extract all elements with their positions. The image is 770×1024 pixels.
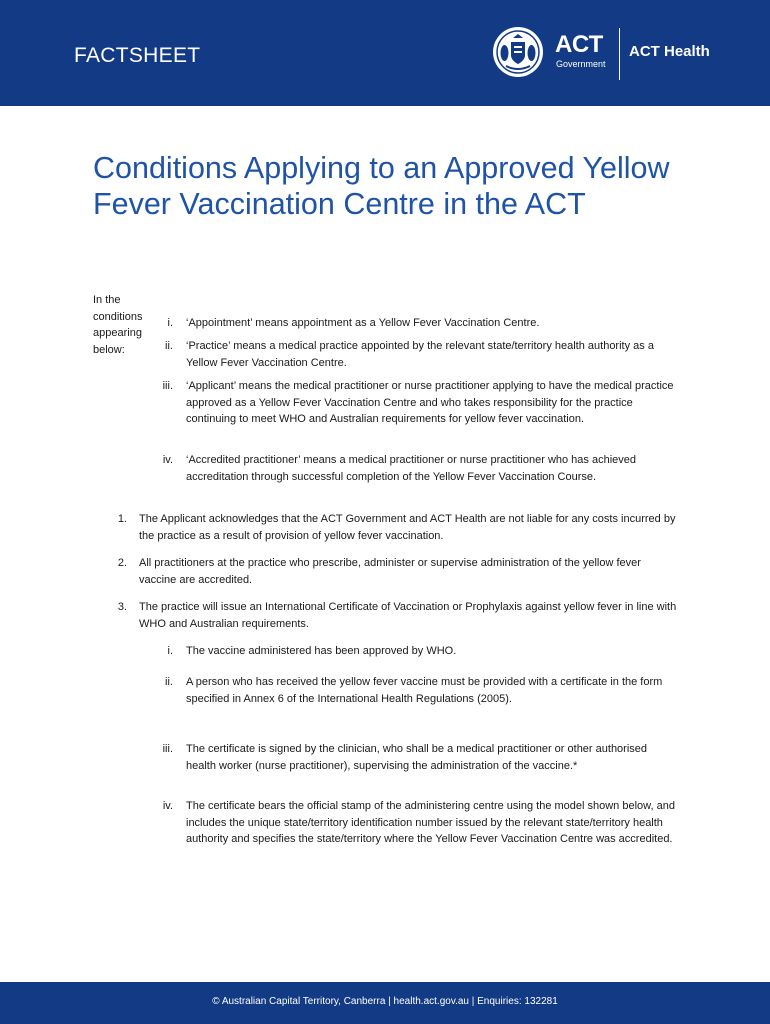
list-text: ‘Applicant’ means the medical practitioner or nurse practitioner applying to have the medical practice approved as a Yellow Fever Vaccination Centre and who takes responsibility for the practice continuing to meet WHO and Australian requirements for yellow fever vaccination. bbox=[186, 380, 674, 425]
header-banner bbox=[0, 0, 770, 106]
page-title: Conditions Applying to an Approved Yellow Fever Vaccination Centre in the ACT bbox=[93, 151, 670, 221]
list-text: The practice will issue an International Certificate of Vaccination or Prophylaxis against yellow fever in line with WHO and Australian requirements. bbox=[139, 601, 677, 630]
intro-text: In the conditions appearing below: bbox=[93, 294, 143, 356]
list-text: All practitioners at the practice who prescribe, administer or supervise administration of the yellow fever vaccine are accredited. bbox=[139, 557, 641, 586]
list-text: ‘Practice’ means a medical practice appointed by the relevant state/territory health authority as a Yellow Fever Vaccination Centre. bbox=[186, 340, 654, 369]
list-marker: iii. bbox=[162, 380, 173, 392]
list-marker: iii. bbox=[162, 743, 173, 755]
footer-text: © Australian Capital Territory, Canberra | health.act.gov.au | Enquiries: 132281 bbox=[212, 996, 558, 1007]
logo-divider bbox=[619, 28, 620, 80]
act-health-logo-text: ACT Health bbox=[629, 43, 710, 60]
list-text: A person who has received the yellow fever vaccine must be provided with a certificate in the form specified in Annex 6 of the International Health Regulations (2005). bbox=[186, 676, 663, 705]
list-marker: i. bbox=[167, 317, 173, 329]
list-text: ‘Accredited practitioner’ means a medical practitioner or nurse practitioner who has achieved accreditation through successful completion of the Yellow Fever Vaccination Course. bbox=[186, 454, 637, 483]
list-marker: 3. bbox=[117, 601, 127, 613]
list-marker: ii. bbox=[165, 676, 173, 688]
list-text: The vaccine administered has been approved by WHO. bbox=[186, 645, 457, 657]
list-marker: iv. bbox=[162, 454, 173, 466]
list-text: ‘Appointment’ means appointment as a Yellow Fever Vaccination Centre. bbox=[186, 317, 540, 329]
act-logo-text: ACT bbox=[555, 31, 603, 58]
list-text: The Applicant acknowledges that the ACT Government and ACT Health are not liable for any costs incurred by the practice as a result of provision of yellow fever vaccination. bbox=[139, 513, 676, 542]
list-marker: 2. bbox=[117, 557, 127, 569]
list-text: The certificate is signed by the clinician, who shall be a medical practitioner or other authorised health worker (nurse practitioner), supervising the administration of the vaccine.* bbox=[186, 743, 648, 772]
government-logo-text: Government bbox=[556, 59, 606, 69]
list-marker: ii. bbox=[165, 340, 173, 352]
list-marker: iv. bbox=[162, 800, 173, 812]
act-coat-of-arms-logo bbox=[492, 26, 544, 78]
list-marker: 1. bbox=[117, 513, 127, 525]
list-text: The certificate bears the official stamp of the administering centre using the model shown below, and includes the unique state/territory identification number issued by the relevant state/territory health authority and specifies the state/territory where the Yellow Fever Vaccination Centre was accredited. bbox=[186, 800, 675, 845]
footer-banner bbox=[0, 982, 770, 1024]
list-marker: i. bbox=[167, 645, 173, 657]
factsheet-label: FACTSHEET bbox=[74, 44, 201, 67]
